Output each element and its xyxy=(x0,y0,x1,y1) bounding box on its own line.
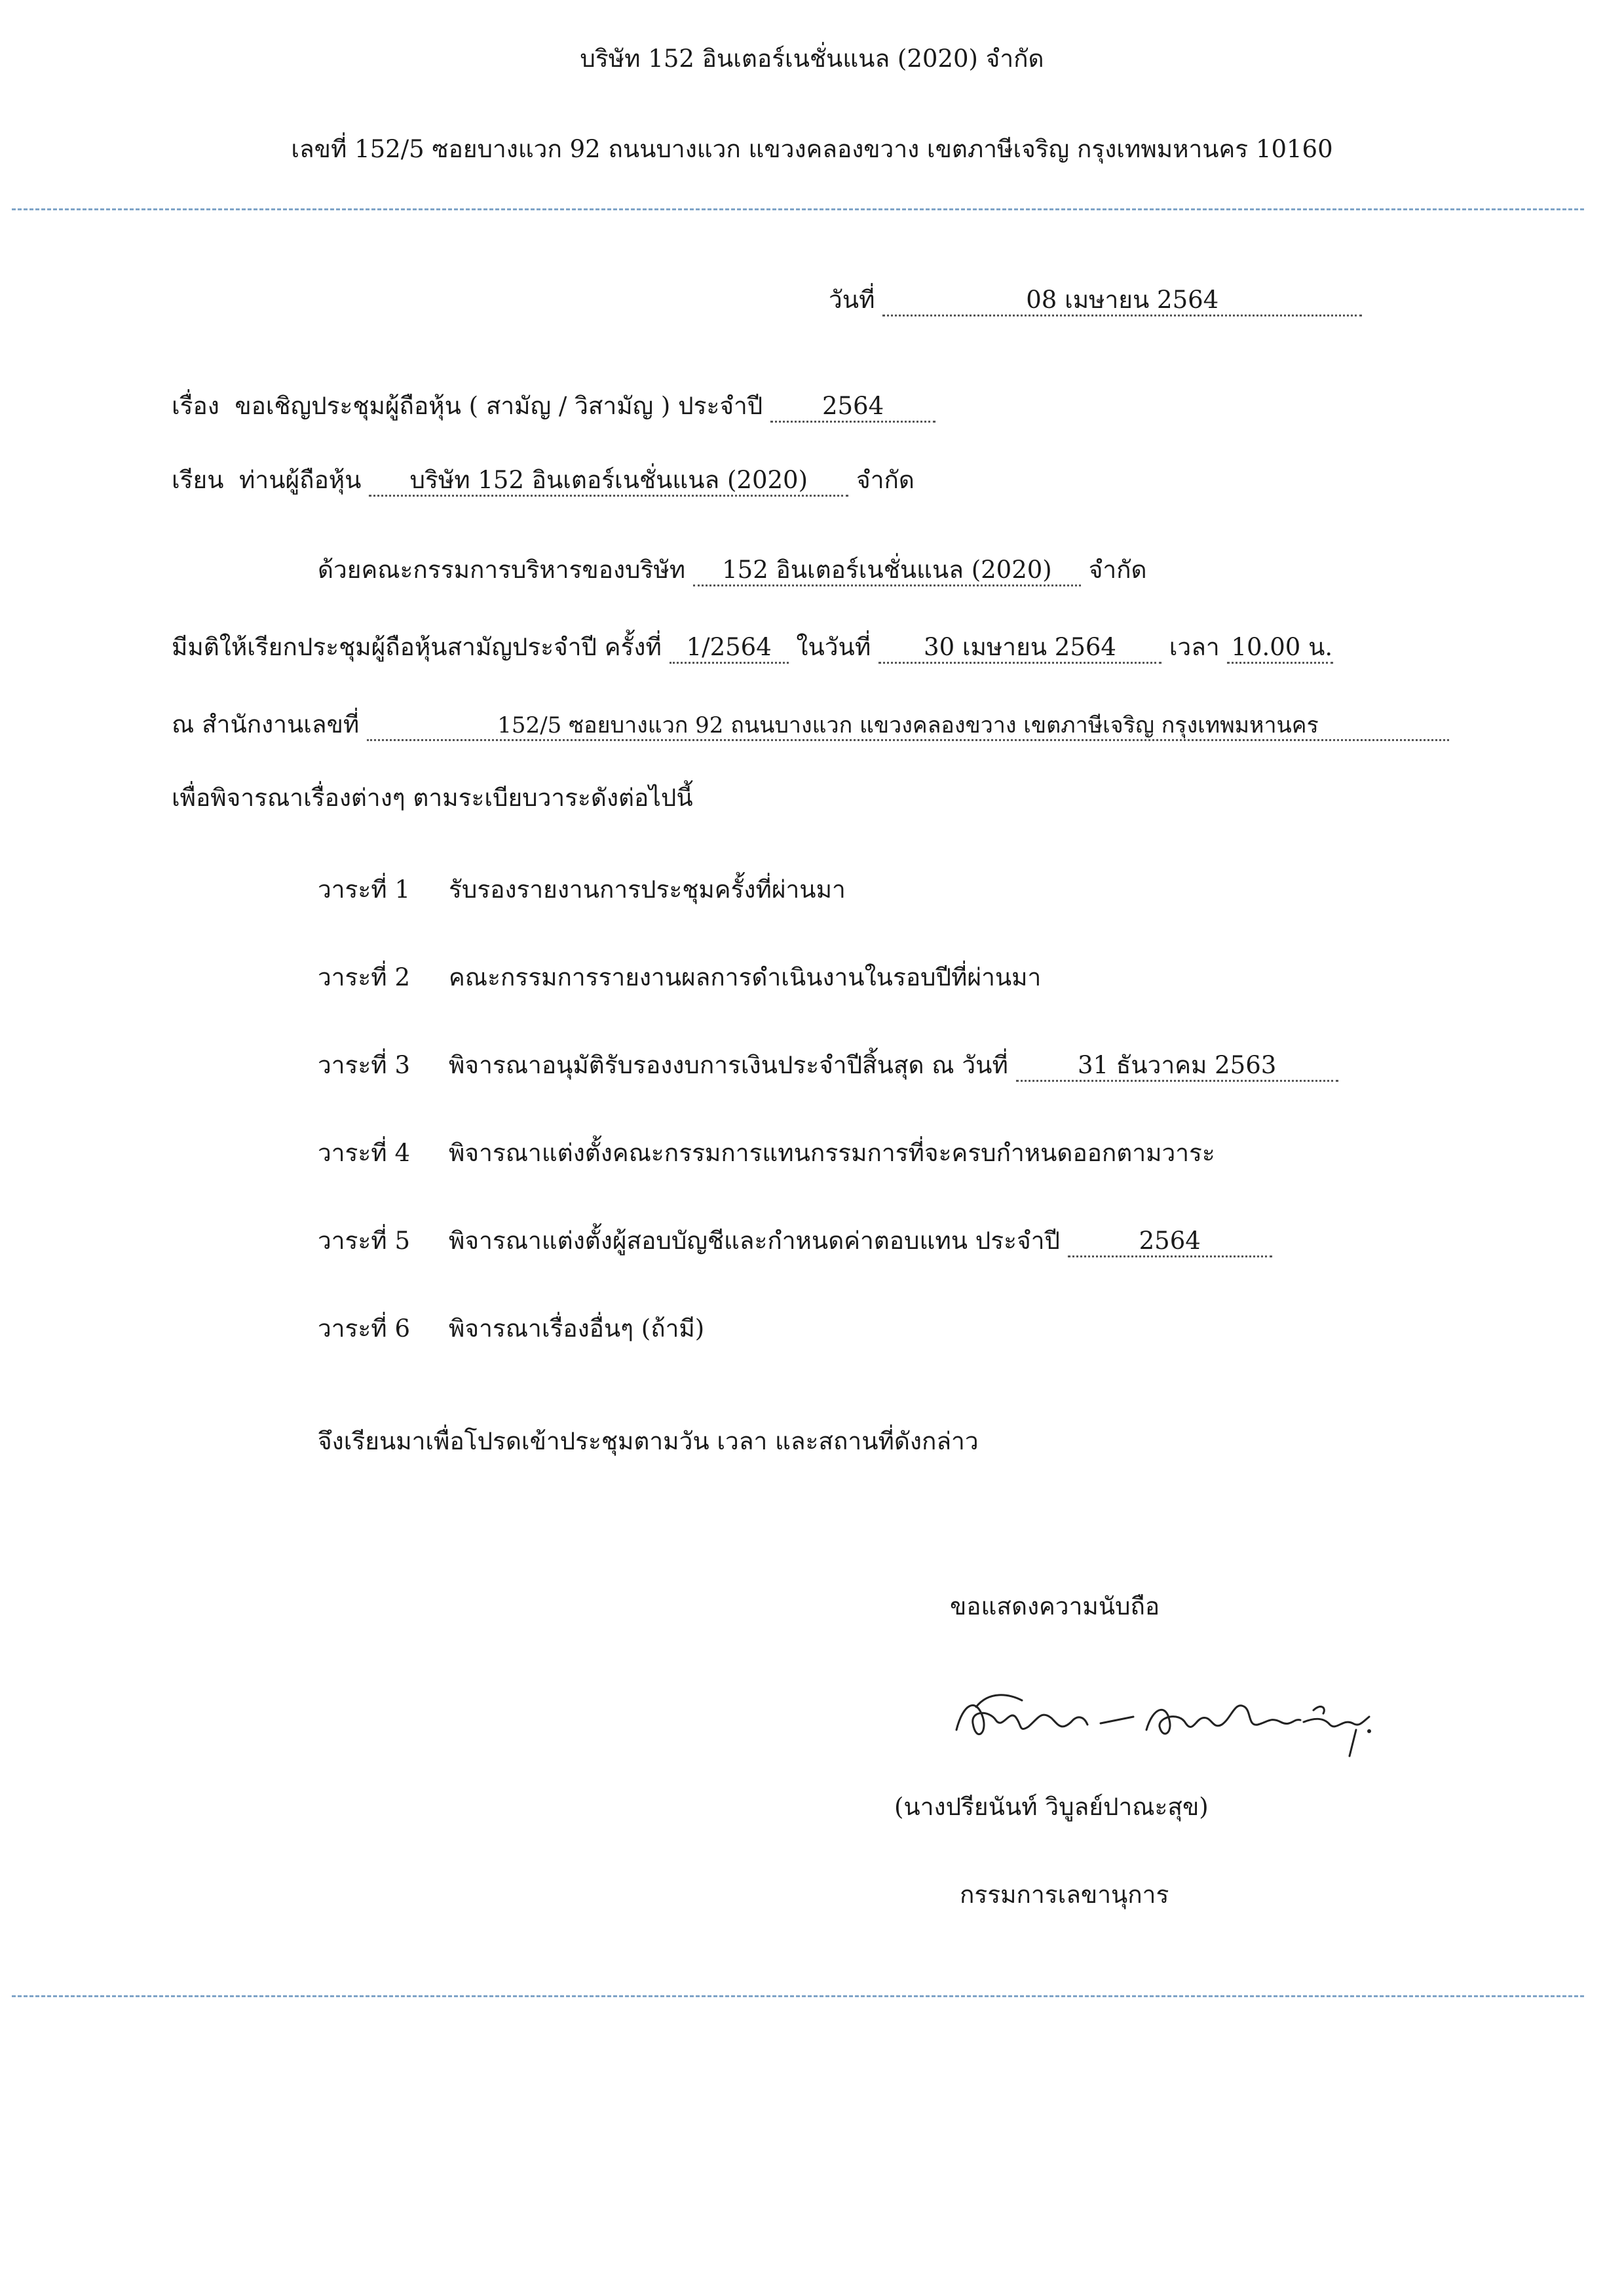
recipient-line xyxy=(172,461,915,499)
agenda-text: พิจารณาเรื่องอื่นๆ (ถ้ามี) xyxy=(449,1314,705,1343)
agenda-item xyxy=(318,1221,1272,1260)
top-divider xyxy=(12,208,1584,210)
body-l1-prefix: ด้วยคณะกรรมการบริหารของบริษัท xyxy=(318,556,686,584)
agenda-label: วาระที่ 3 xyxy=(318,1051,410,1079)
body-l2-mid: ในวันที่ xyxy=(796,633,871,661)
agenda-item xyxy=(318,1134,1215,1172)
agenda-text: พิจารณาแต่งตั้งผู้สอบบัญชีและกำหนดค่าตอบแทน ประจำปี xyxy=(449,1227,1060,1255)
agenda-label: วาระที่ 2 xyxy=(318,963,410,991)
bottom-divider xyxy=(12,1995,1584,1997)
agenda-fill-year: 2564 xyxy=(1068,1229,1272,1257)
agenda-item xyxy=(318,1046,1338,1084)
date-value: 08 เมษายน 2564 xyxy=(882,288,1362,316)
body-line-2 xyxy=(172,628,1333,666)
recipient-label: เรียน xyxy=(172,466,224,494)
agenda-item xyxy=(318,958,1041,997)
agenda-label: วาระที่ 5 xyxy=(318,1227,410,1255)
body-line-1 xyxy=(318,550,1147,589)
recipient-company: บริษัท 152 อินเตอร์เนชั่นแนล (2020) xyxy=(369,468,848,497)
recipient-text: ท่านผู้ถือหุ้น xyxy=(239,466,362,494)
agenda-label: วาระที่ 6 xyxy=(318,1314,410,1343)
body-line-4: เพื่อพิจารณาเรื่องต่างๆ ตามระเบียบวาระดังต่อไปนี้ xyxy=(172,784,693,812)
agenda-fill-date: 31 ธันวาคม 2563 xyxy=(1016,1053,1338,1082)
recipient-suffix: จำกัด xyxy=(856,466,915,494)
body-line-3 xyxy=(172,705,1449,744)
signer-name: (นางปรียนันท์ วิบูลย์ปาณะสุข) xyxy=(894,1793,1209,1821)
company-header: บริษัท 152 อินเตอร์เนชั่นแนล (2020) จำกัด xyxy=(580,45,1044,73)
subject-label: เรื่อง xyxy=(172,392,219,420)
signature-image xyxy=(937,1671,1395,1769)
date-label: วันที่ xyxy=(829,286,875,314)
body-l1-company: 152 อินเตอร์เนชั่นแนล (2020) xyxy=(693,558,1081,586)
agenda-text: รับรองรายงานการประชุมครั้งที่ผ่านมา xyxy=(449,875,846,904)
meeting-time: 10.00 น. xyxy=(1227,635,1333,664)
signer-position: กรรมการเลขานุการ xyxy=(960,1881,1169,1909)
body-l3-prefix: ณ สำนักงานเลขที่ xyxy=(172,710,360,738)
meeting-number: 1/2564 xyxy=(670,635,789,664)
date-line xyxy=(829,280,1362,319)
meeting-place: 152/5 ซอยบางแวก 92 ถนนบางแวก แขวงคลองขวาง เขตภาษีเจริญ กรุงเทพมหานคร xyxy=(367,714,1449,741)
agenda-label: วาระที่ 1 xyxy=(318,875,410,904)
subject-text: ขอเชิญประชุมผู้ถือหุ้น ( สามัญ / วิสามัญ ) ประจำปี xyxy=(235,392,763,420)
meeting-time-label: เวลา xyxy=(1169,633,1220,661)
agenda-text: คณะกรรมการรายงานผลการดำเนินงานในรอบปีที่ผ่านมา xyxy=(449,963,1042,991)
agenda-item xyxy=(318,870,846,909)
body-l2-prefix: มีมติให้เรียกประชุมผู้ถือหุ้นสามัญประจำปี ครั้งที่ xyxy=(172,633,662,661)
meeting-date: 30 เมษายน 2564 xyxy=(878,635,1161,664)
company-address: เลขที่ 152/5 ซอยบางแวก 92 ถนนบางแวก แขวงคลองขวาง เขตภาษีเจริญ กรุงเทพมหานคร 10160 xyxy=(291,135,1333,163)
regards-text: ขอแสดงความนับถือ xyxy=(950,1592,1160,1620)
body-l1-suffix: จำกัด xyxy=(1088,556,1147,584)
agenda-item xyxy=(318,1309,704,1348)
agenda-label: วาระที่ 4 xyxy=(318,1139,410,1167)
agenda-text: พิจารณาอนุมัติรับรองงบการเงินประจำปีสิ้นสุด ณ วันที่ xyxy=(449,1051,1008,1079)
closing-text: จึงเรียนมาเพื่อโปรดเข้าประชุมตามวัน เวลา และสถานที่ดังกล่าว xyxy=(318,1427,979,1455)
subject-year: 2564 xyxy=(770,394,935,423)
subject-line xyxy=(172,387,935,425)
agenda-text: พิจารณาแต่งตั้งคณะกรรมการแทนกรรมการที่จะครบกำหนดออกตามวาระ xyxy=(449,1139,1215,1167)
